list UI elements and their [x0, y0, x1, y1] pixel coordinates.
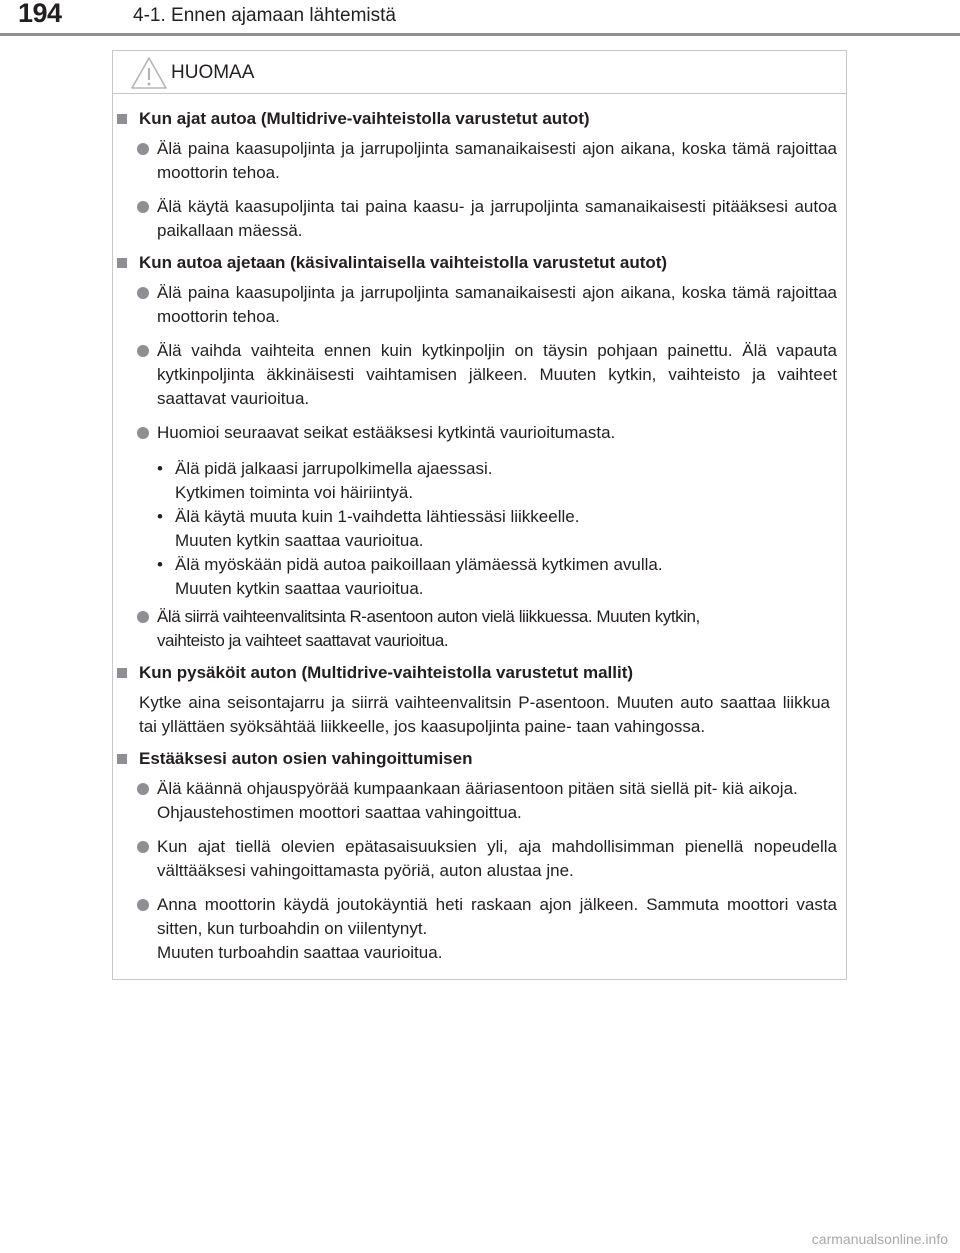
watermark: carmanualsonline.info [811, 1231, 948, 1247]
round-bullet-icon [137, 783, 149, 795]
section-heading: Kun ajat autoa (Multidrive-vaihteistolla varustetut autot) [113, 107, 836, 131]
page-number: 194 [18, 0, 62, 28]
notice-header [113, 51, 846, 94]
bullet-item: Kun ajat tiellä olevien epätasaisuuksien yli, aja mahdollisimman pienellä nopeudella välttääksesi vahingoittamasta pyöriä, auton alustaa jne. [113, 835, 837, 883]
paragraph: Kytke aina seisontajarru ja siirrä vaihteenvalitsin P-asentoon. Muuten auto saattaa liikkua tai yllättäen syöksähtää liikkeelle, jos kaasupoljinta paine- taan vahingossa. [139, 693, 830, 736]
round-bullet-icon [137, 287, 149, 299]
bullet-item: Huomioi seuraavat seikat estääksesi kytkintä vaurioitumasta. [113, 421, 837, 445]
square-bullet-icon [117, 668, 127, 678]
round-bullet-icon [137, 841, 149, 853]
round-bullet-icon [137, 345, 149, 357]
bullet-item: Älä käännä ohjauspyörää kumpaankaan ääriasentoon pitäen sitä siellä pit- kiä aikoja. Ohjaustehostimen moottori saattaa vahingoittua. [113, 777, 837, 825]
round-bullet-icon [137, 611, 149, 623]
small-bullet-icon: • [157, 459, 163, 478]
round-bullet-icon [137, 427, 149, 439]
round-bullet-icon [137, 899, 149, 911]
square-bullet-icon [117, 754, 127, 764]
round-bullet-icon [137, 201, 149, 213]
bullet-item: Älä siirrä vaihteenvalitsinta R-asentoon auton vielä liikkuessa. Muuten kytkin, vaihteisto ja vaihteet saattavat vaurioitua. [113, 605, 837, 653]
section-heading: Kun pysäköit auton (Multidrive-vaihteistolla varustetut mallit) [113, 661, 836, 685]
section-heading: Estääksesi auton osien vahingoittumisen [113, 747, 836, 771]
notice-content [113, 107, 846, 965]
page-header [0, 0, 960, 40]
notice-label: HUOMAA [171, 62, 255, 83]
bullet-item: Älä käytä kaasupoljinta tai paina kaasu- ja jarrupoljinta samanaikaisesti pitääksesi autoa paikallaan mäessä. [113, 195, 837, 243]
square-bullet-icon [117, 114, 127, 124]
bullet-item: Älä paina kaasupoljinta ja jarrupoljinta samanaikaisesti ajon aikana, koska tämä rajoittaa moottorin tehoa. [113, 137, 837, 185]
small-bullet-icon: • [157, 507, 163, 526]
bullet-item: Älä vaihda vaihteita ennen kuin kytkinpoljin on täysin pohjaan painettu. Älä vapauta kytkinpoljinta äkkinäisesti vaihtamisen jälkeen. Muuten kytkin, vaihteisto ja vaihteet saattavat vaurioitua. [113, 339, 837, 411]
section-title: 4-1. Ennen ajamaan lähtemistä [133, 5, 396, 26]
sub-list-item: • Älä myöskään pidä autoa paikoillaan ylämäessä kytkimen avulla. Muuten kytkin saattaa vaurioitua. [157, 555, 663, 598]
notice-box [112, 50, 847, 980]
round-bullet-icon [137, 143, 149, 155]
small-bullet-icon: • [157, 555, 163, 574]
sub-list-item: • Älä käytä muuta kuin 1-vaihdetta lähtiessäsi liikkeelle. Muuten kytkin saattaa vaurioitua. [157, 507, 580, 550]
bullet-item: Älä paina kaasupoljinta ja jarrupoljinta samanaikaisesti ajon aikana, koska tämä rajoittaa moottorin tehoa. [113, 281, 837, 329]
square-bullet-icon [117, 258, 127, 268]
bullet-item: Anna moottorin käydä joutokäyntiä heti raskaan ajon jälkeen. Sammuta moottori vasta sitten, kun turboahdin on viilentynyt. Muuten turboahdin saattaa vaurioitua. [113, 893, 837, 965]
warning-triangle-icon [129, 55, 169, 91]
section-heading: Kun autoa ajetaan (käsivalintaisella vaihteistolla varustetut autot) [113, 251, 836, 275]
sub-list-item: • Älä pidä jalkaasi jarrupolkimella ajaessasi. Kytkimen toiminta voi häiriintyä. [157, 459, 493, 502]
header-rule [0, 33, 960, 36]
